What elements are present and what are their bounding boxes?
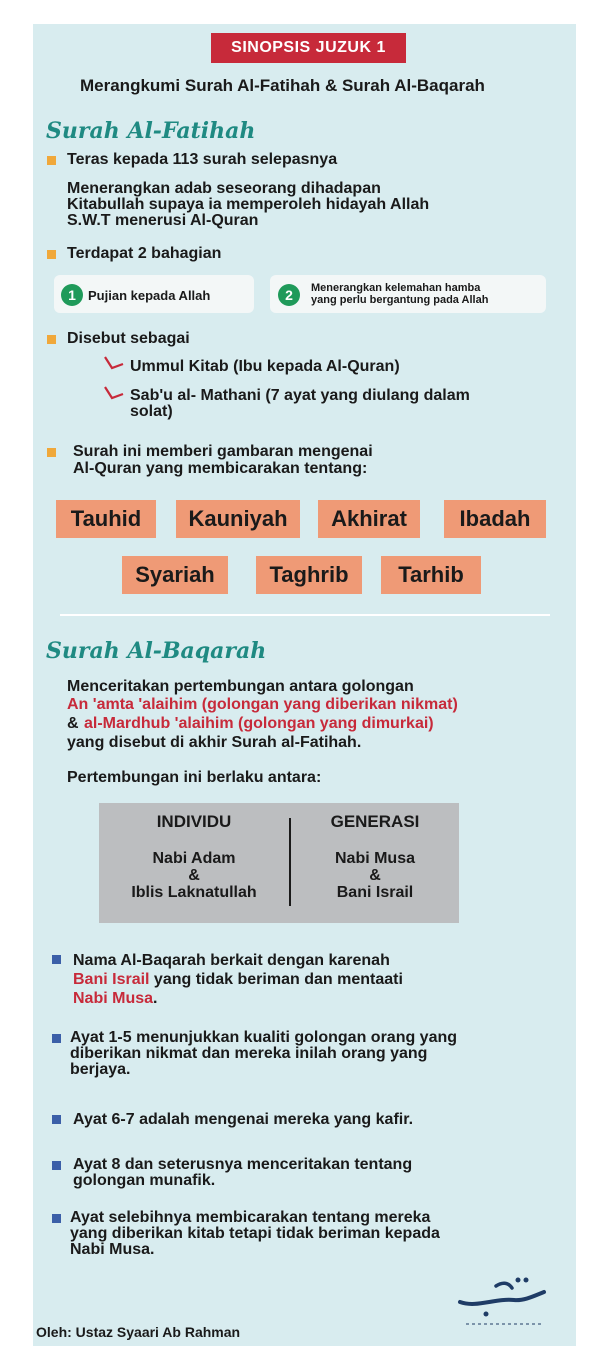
fatihah-point-2: Terdapat 2 bahagian — [67, 245, 222, 262]
baqarah-bullet-1-text-2: yang tidak beriman dan mentaati — [149, 971, 403, 988]
baqarah-bullet-1-line-2 — [73, 971, 403, 988]
baqarah-intro-line-1: Menceritakan pertembungan antara golongan — [67, 678, 414, 695]
topic-tag: Tarhib — [381, 556, 481, 594]
baqarah-bullet-1-line-1: Nama Al-Baqarah berkait dengan karenah — [73, 952, 390, 969]
topic-tag: Akhirat — [318, 500, 420, 538]
fatihah-point-1-detail: Menerangkan adab seseorang dihadapan Kitabullah supaya ia memperoleh hidayah Allah S.W.T menerusi Al-Quran — [67, 180, 430, 229]
topic-tag: Kauniyah — [176, 500, 300, 538]
fatihah-point-3: Disebut sebagai — [67, 330, 190, 347]
part-2-label: Menerangkan kelemahan hamba yang perlu bergantung pada Allah — [311, 282, 489, 306]
baqarah-bullet-2: Ayat 1-5 menunjukkan kualiti golongan orang yang diberikan nikmat dan mereka inilah orang yang berjaya. — [70, 1029, 458, 1078]
baqarah-intro-ampersand: & — [67, 715, 79, 732]
part-2-number: 2 — [278, 284, 300, 306]
bullet-icon — [52, 1214, 61, 1223]
table-cell-generasi: Nabi Musa & Bani Israil — [334, 850, 415, 901]
bullet-icon — [47, 156, 56, 165]
baqarah-bullet-3: Ayat 6-7 adalah mengenai mereka yang kafir. — [73, 1111, 414, 1128]
table-cell-individu: Nabi Adam & Iblis Laknatullah — [131, 850, 257, 901]
table-header-generasi: GENERASI — [330, 812, 420, 831]
bullet-icon — [52, 1161, 61, 1170]
baqarah-bullet-1-red-2: Nabi Musa — [73, 990, 154, 1007]
topic-tag: Ibadah — [444, 500, 546, 538]
tadabbur-logo — [456, 1272, 550, 1332]
baqarah-bullet-1-red-1: Bani Israil — [73, 971, 150, 988]
topic-tag: Taghrib — [256, 556, 362, 594]
baqarah-bullet-1-line-3 — [73, 990, 157, 1007]
topic-tag: Syariah — [122, 556, 228, 594]
baqarah-bullet-1-end: . — [153, 990, 158, 1007]
fatihah-point-1: Teras kepada 113 surah selepasnya — [67, 151, 338, 168]
fatihah-name-1: Ummul Kitab (Ibu kepada Al-Quran) — [130, 358, 400, 375]
arrow-icon — [103, 355, 125, 371]
baqarah-bullet-4: Ayat 8 dan seterusnya menceritakan tentang golongan munafik. — [73, 1156, 413, 1189]
bullet-icon — [52, 1115, 61, 1124]
section-heading-fatihah: Surah Al-Fatihah — [46, 118, 256, 144]
bullet-icon — [52, 1034, 61, 1043]
author-credit: Oleh: Ustaz Syaari Ab Rahman — [36, 1324, 241, 1340]
subtitle: Merangkumi Surah Al-Fatihah & Surah Al-Baqarah — [80, 76, 485, 95]
bullet-icon — [47, 250, 56, 259]
bullet-icon — [52, 955, 61, 964]
fatihah-point-4: Surah ini memberi gambaran mengenai Al-Quran yang membicarakan tentang: — [73, 443, 373, 477]
bullet-icon — [47, 335, 56, 344]
section-divider — [60, 614, 550, 616]
fatihah-name-2: Sab'u al- Mathani (7 ayat yang diulang dalam solat) — [130, 387, 470, 420]
title-badge: SINOPSIS JUZUK 1 — [211, 33, 406, 63]
baqarah-clash-intro: Pertembungan ini berlaku antara: — [67, 769, 322, 786]
part-1-number: 1 — [61, 284, 83, 306]
part-1-label: Pujian kepada Allah — [88, 288, 211, 303]
topic-tag: Tauhid — [56, 500, 156, 538]
baqarah-intro-line-4: yang disebut di akhir Surah al-Fatihah. — [67, 734, 362, 751]
baqarah-bullet-5: Ayat selebihnya membicarakan tentang mereka yang diberikan kitab tetapi tidak beriman kepada Nabi Musa. — [70, 1209, 440, 1258]
table-divider — [289, 818, 291, 906]
section-heading-baqarah: Surah Al-Baqarah — [46, 638, 267, 664]
baqarah-intro-group-1: An 'amta 'alaihim (golongan yang diberikan nikmat) — [67, 696, 458, 713]
arrow-icon — [103, 385, 125, 401]
table-header-individu: INDIVIDU — [156, 812, 232, 831]
bullet-icon — [47, 448, 56, 457]
baqarah-intro-group-2: al-Mardhub 'alaihim (golongan yang dimurkai) — [84, 715, 434, 732]
